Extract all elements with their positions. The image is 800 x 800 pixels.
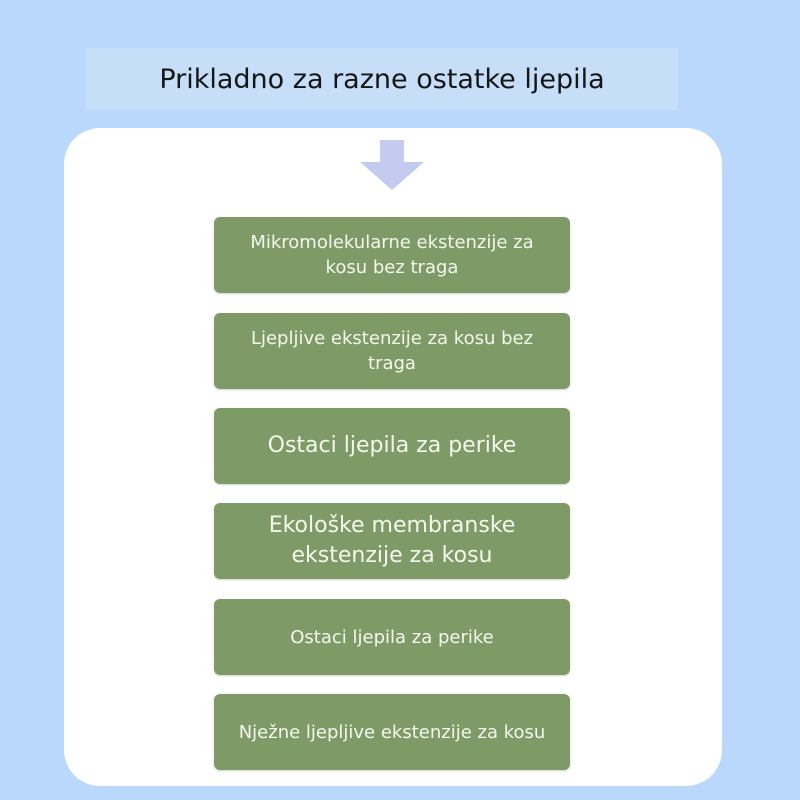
item-label: Mikromolekularne ekstenzije za kosu bez traga [250, 232, 534, 278]
item-label: Ostaci ljepila za perike [267, 433, 517, 458]
item-box-3 [214, 408, 570, 484]
diagram-panel [64, 128, 722, 786]
item-box-1 [214, 217, 570, 293]
item-box-5 [214, 599, 570, 675]
item-label: Ostaci ljepila za perike [290, 626, 494, 648]
down-arrow-icon [360, 140, 424, 190]
item-label: Ljepljive ekstenzije za kosu bez traga [250, 328, 534, 374]
item-label: Nježne ljepljive ekstenzije za kosu [238, 721, 546, 743]
title-banner [86, 48, 678, 110]
item-box-2 [214, 313, 570, 389]
diagram-title: Prikladno za razne ostatke ljepila [159, 63, 605, 95]
item-box-4 [214, 503, 570, 579]
item-label: Ekološke membranske ekstenzije za kosu [268, 513, 516, 568]
item-box-6 [214, 694, 570, 770]
